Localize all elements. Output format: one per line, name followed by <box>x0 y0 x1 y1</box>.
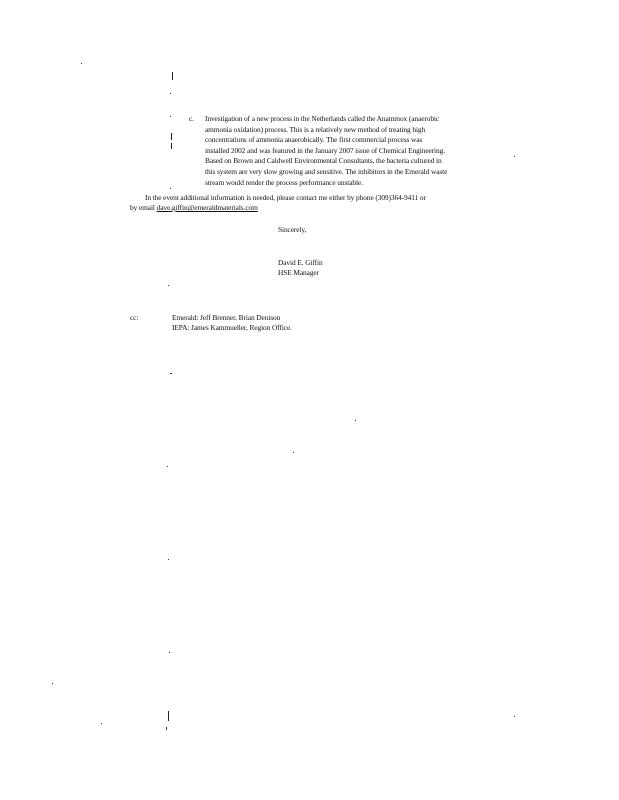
scan-speck <box>52 683 53 684</box>
scan-speck <box>170 93 171 94</box>
list-item-line: installed 2002 and was featured in the January 2007 issue of Chemical Engineering. <box>205 145 445 155</box>
scan-speck <box>514 156 515 157</box>
list-item-marker: c. <box>189 114 194 123</box>
signer-name: David E. Giffin <box>278 258 323 267</box>
scan-speck <box>293 452 294 453</box>
cc-label: cc: <box>130 313 139 322</box>
scan-mark <box>172 72 173 80</box>
signoff: Sincerely, <box>278 225 307 234</box>
cc-line: IEPA: James Kammueller, Region Office. <box>172 323 292 332</box>
scan-speck <box>170 188 171 189</box>
list-item-line: stream would render the process performance unstable. <box>205 177 363 187</box>
list-item-line: Based on Brown and Caldwell Environmental Consultants, the bacteria cultured in <box>205 156 442 166</box>
contact-paragraph-line <box>130 203 258 214</box>
email-link[interactable]: dave.giffin@emeraldmaterials.com <box>156 203 258 212</box>
list-item-line: Investigation of a new process in the Netherlands called the Anammox (anaerobic <box>205 114 440 123</box>
list-item-line: this system are very slow growing and sensitive. The inhibitors in the Emerald waste <box>205 166 448 176</box>
contact-paragraph-line: In the event additional information is needed, please contact me either by phone (309)364-9411 or <box>145 193 426 202</box>
scan-speck <box>169 652 170 653</box>
cc-line: Emerald: Jeff Brenner, Brian Denison <box>172 313 281 322</box>
list-item-body <box>205 114 495 188</box>
scan-speck <box>168 285 169 286</box>
signer-title: HSE Manager <box>278 268 319 277</box>
scan-speck <box>81 63 82 64</box>
scan-speck <box>170 373 172 374</box>
scan-speck <box>170 116 171 117</box>
scan-speck <box>101 723 102 724</box>
scan-mark <box>171 133 172 140</box>
scan-mark <box>168 711 169 721</box>
scan-speck <box>166 727 167 730</box>
email-prefix: by email <box>130 203 157 212</box>
list-item-line: concentrations of ammonia anaerobically. The first commercial process was <box>205 135 423 145</box>
scan-speck <box>168 559 169 560</box>
list-item-line: ammonia oxidation) process. This is a relatively new method of treating high <box>205 124 426 134</box>
scan-mark <box>171 143 172 149</box>
scan-speck <box>355 420 356 421</box>
scan-speck <box>167 466 168 467</box>
scan-speck <box>514 716 515 717</box>
